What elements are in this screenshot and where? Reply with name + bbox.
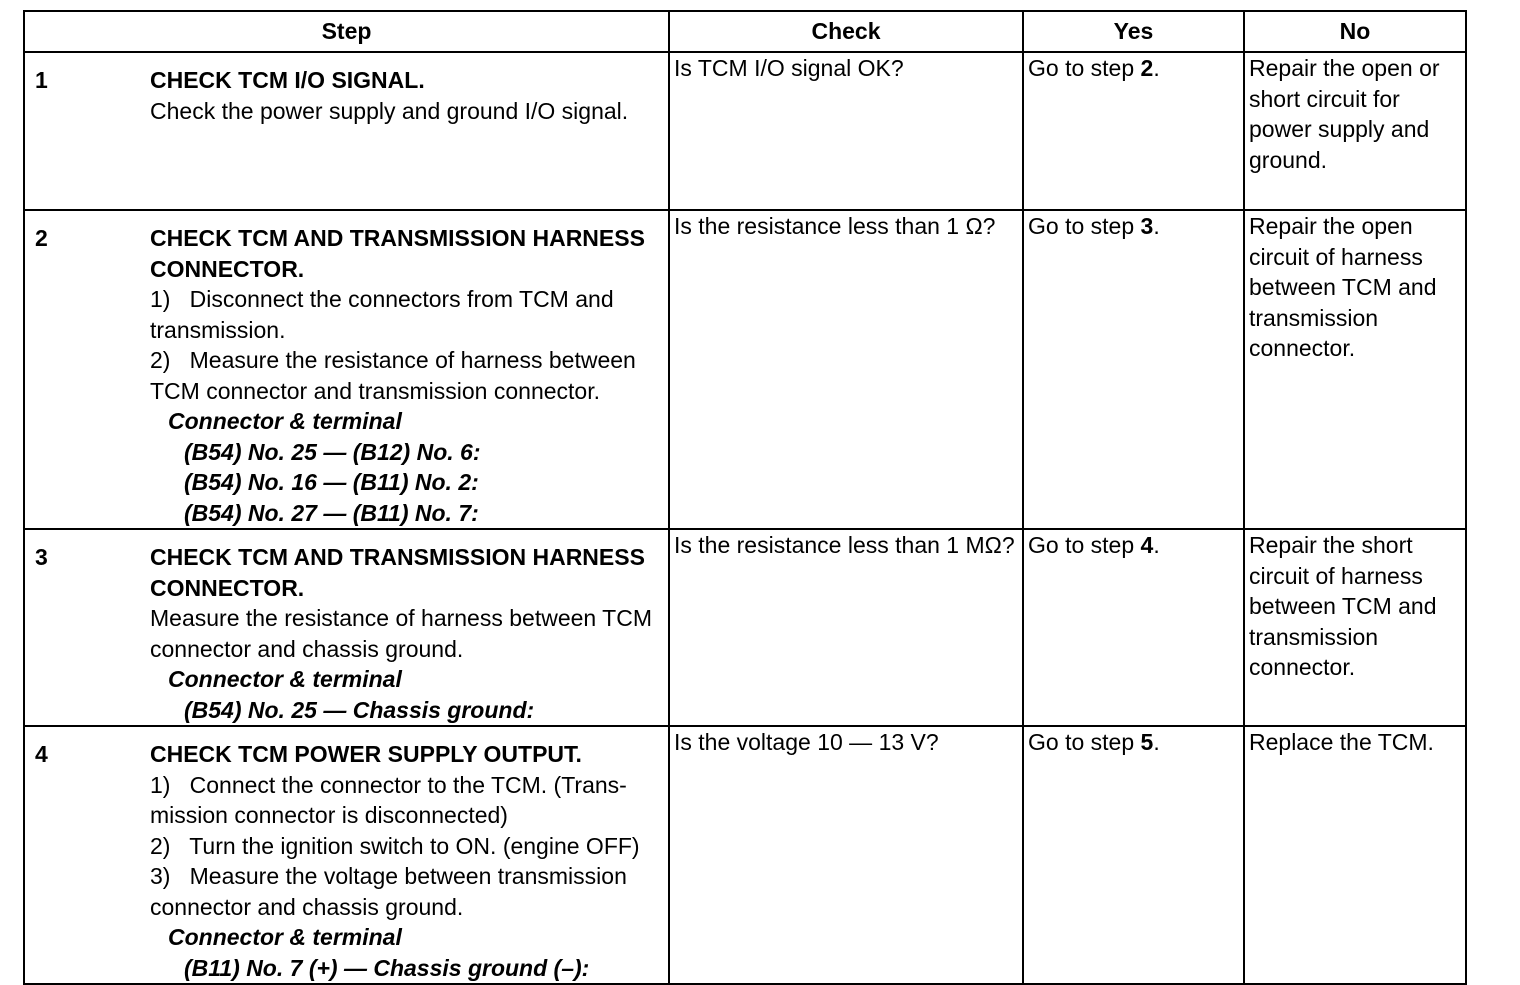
yes-action-text: Go to step [1028, 55, 1141, 81]
step-instruction: Check the power supply and ground I/O signal. [150, 97, 629, 124]
step-title: CHECK TCM POWER SUPPLY OUTPUT. [150, 741, 582, 767]
yes-action-suffix: . [1153, 729, 1160, 755]
check-cell: Is the resistance less than 1 MΩ? [669, 529, 1023, 726]
yes-cell [1023, 726, 1244, 984]
table-row [24, 726, 1466, 984]
step-body [150, 739, 664, 983]
yes-next-step: 2 [1140, 55, 1154, 81]
table-row [24, 210, 1466, 529]
no-cell: Repair the open circuit of harness between TCM and transmission connector. [1244, 210, 1466, 529]
connector-terminal-spec: (B54) No. 16 — (B11) No. 2: [184, 469, 479, 495]
connector-terminal-spec: (B54) No. 27 — (B11) No. 7: [184, 499, 479, 526]
step-instruction: 2) Turn the ignition switch to ON. (engine OFF) [150, 832, 640, 859]
yes-action-suffix: . [1153, 213, 1160, 239]
step-cell [24, 529, 669, 726]
yes-action-suffix: . [1153, 532, 1160, 558]
table-body [24, 52, 1466, 984]
yes-action-suffix: . [1153, 55, 1160, 81]
connector-terminal-spec: (B54) No. 25 — Chassis ground: [184, 696, 535, 723]
step-number: 2 [35, 225, 48, 251]
step-instruction: 2) Measure the resistance of harness between TCM connector and transmission connector. [150, 347, 636, 404]
header-row [24, 11, 1466, 52]
diagnostic-table [23, 10, 1467, 985]
connector-terminal-heading: Connector & terminal [168, 666, 402, 692]
step-number: 4 [35, 741, 48, 767]
step-instruction: Measure the resistance of harness between TCM connector and chassis ground. [150, 605, 652, 662]
header-check: Check [669, 11, 1023, 52]
step-cell [24, 210, 669, 529]
step-instruction: 1) Disconnect the connectors from TCM and transmission. [150, 286, 614, 343]
check-cell: Is the voltage 10 — 13 V? [669, 726, 1023, 984]
header-yes: Yes [1023, 11, 1244, 52]
step-number: 1 [35, 67, 48, 93]
step-body [150, 65, 664, 126]
connector-terminal-spec: (B11) No. 7 (+) — Chassis ground (–): [184, 954, 590, 981]
connector-terminal-spec: (B54) No. 25 — (B12) No. 6: [184, 438, 481, 465]
yes-next-step: 5 [1140, 729, 1154, 755]
yes-cell [1023, 529, 1244, 726]
step-cell [24, 726, 669, 984]
step-title: CHECK TCM AND TRANSMISSION HARNESS CONNECTOR. [150, 225, 645, 282]
yes-next-step: 4 [1140, 532, 1154, 558]
step-title: CHECK TCM I/O SIGNAL. [150, 67, 425, 93]
yes-next-step: 3 [1140, 213, 1154, 239]
yes-action-text: Go to step [1028, 729, 1141, 755]
no-cell: Replace the TCM. [1244, 726, 1466, 984]
connector-terminal-heading: Connector & terminal [168, 408, 402, 434]
header-step: Step [24, 11, 669, 52]
step-body [150, 542, 664, 725]
step-body [150, 223, 664, 528]
yes-action-text: Go to step [1028, 532, 1141, 558]
step-title: CHECK TCM AND TRANSMISSION HARNESS CONNECTOR. [150, 544, 645, 601]
yes-cell [1023, 52, 1244, 210]
table-row [24, 52, 1466, 210]
check-cell: Is the resistance less than 1 Ω? [669, 210, 1023, 529]
no-cell: Repair the open or short circuit for power supply and ground. [1244, 52, 1466, 210]
step-instruction: 3) Measure the voltage between transmission connector and chassis ground. [150, 863, 627, 920]
check-cell: Is TCM I/O signal OK? [669, 52, 1023, 210]
no-cell: Repair the short circuit of harness between TCM and transmission connector. [1244, 529, 1466, 726]
connector-terminal-heading: Connector & terminal [168, 924, 402, 950]
step-instruction: 1) Connect the connector to the TCM. (Trans-mission connector is disconnected) [150, 771, 627, 828]
step-number: 3 [35, 544, 48, 570]
yes-action-text: Go to step [1028, 213, 1141, 239]
header-no: No [1244, 11, 1466, 52]
table-row [24, 529, 1466, 726]
step-cell [24, 52, 669, 210]
yes-cell [1023, 210, 1244, 529]
